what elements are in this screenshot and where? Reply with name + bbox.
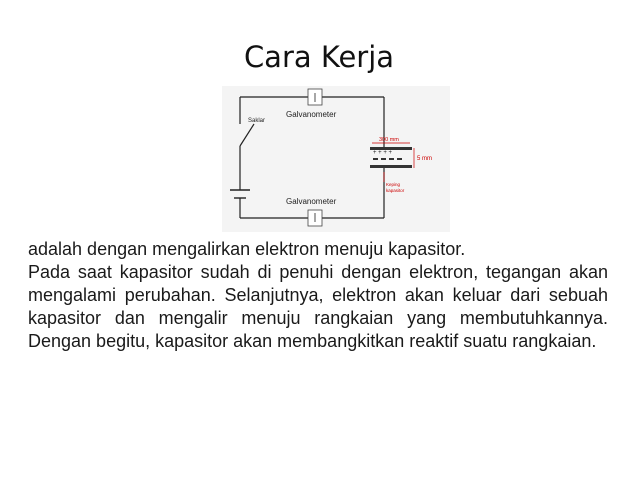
plates-note-line-2: kapasitor xyxy=(386,188,405,193)
plates-note-line-1: Keping xyxy=(386,182,401,187)
paragraph-first-line: adalah dengan mengalirkan elektron menuju kapasitor. xyxy=(28,239,466,259)
slide-body xyxy=(28,238,608,353)
plate-gap-label: 5 mm xyxy=(417,156,432,162)
svg-text:+ + + +: + + + + xyxy=(373,150,393,156)
galvanometer-top-label: Galvanometer xyxy=(286,110,337,119)
galvanometer-bottom-label: Galvanometer xyxy=(286,197,337,206)
slide-title: Cara Kerja xyxy=(243,40,395,74)
capacitor-circuit-diagram xyxy=(222,86,450,232)
paragraph-main: Pada saat kapasitor sudah di penuhi dengan elektron, tegangan akan mengalami perubahan. Selanjutnya, elektron akan keluar dari sebuah kapasitor dan mengalir menuju rangkaian yang membutuhkannya. Dengan begitu, kapasitor akan membangkitkan reaktif suatu rangkaian. xyxy=(28,262,608,351)
switch-label: Saklar xyxy=(248,118,266,124)
plate-area-label: 300 mm xyxy=(379,137,399,143)
